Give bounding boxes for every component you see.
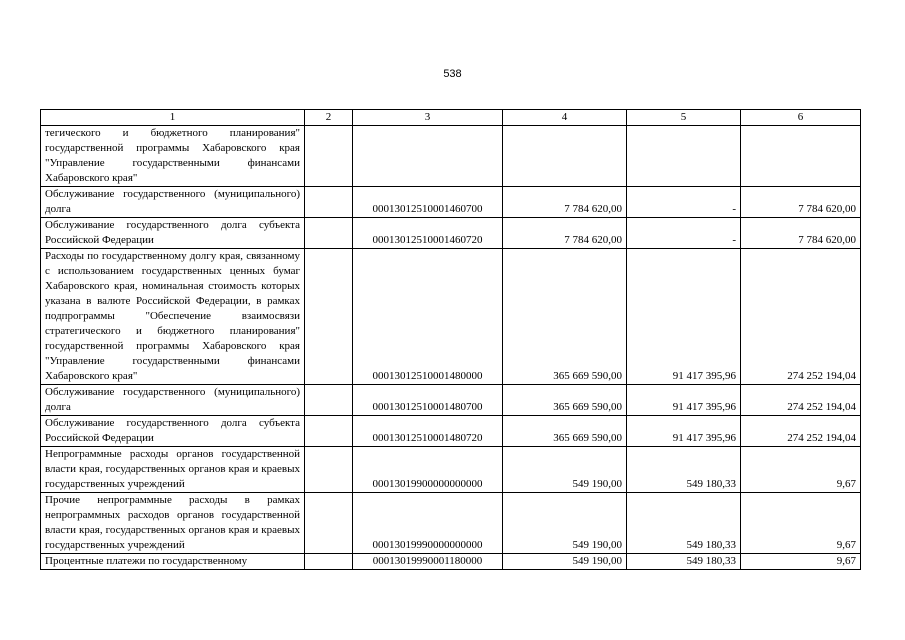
row-code: 00013019990000000000 bbox=[353, 493, 503, 554]
table-row bbox=[41, 249, 861, 385]
column-header: 4 bbox=[503, 110, 627, 126]
row-value-4: 365 669 590,00 bbox=[503, 385, 627, 416]
row-value-6: 7 784 620,00 bbox=[741, 218, 861, 249]
table-row bbox=[41, 493, 861, 554]
row-description: Обслуживание государственного (муниципального) долга bbox=[41, 187, 305, 218]
table-row bbox=[41, 187, 861, 218]
row-code: 00013012510001460720 bbox=[353, 218, 503, 249]
row-value-6: 9,67 bbox=[741, 447, 861, 493]
row-code bbox=[353, 126, 503, 187]
table-row bbox=[41, 385, 861, 416]
row-value-4: 365 669 590,00 bbox=[503, 416, 627, 447]
page-number: 538 bbox=[443, 68, 462, 80]
row-value-4: 7 784 620,00 bbox=[503, 187, 627, 218]
row-description: Обслуживание государственного долга субъекта Российской Федерации bbox=[41, 218, 305, 249]
row-value-4 bbox=[503, 126, 627, 187]
row-value-4: 365 669 590,00 bbox=[503, 249, 627, 385]
row-value-6: 9,67 bbox=[741, 493, 861, 554]
row-col2 bbox=[305, 493, 353, 554]
row-code: 00013012510001460700 bbox=[353, 187, 503, 218]
row-col2 bbox=[305, 218, 353, 249]
row-col2 bbox=[305, 554, 353, 570]
row-value-4: 549 190,00 bbox=[503, 493, 627, 554]
row-col2 bbox=[305, 385, 353, 416]
row-value-4: 549 190,00 bbox=[503, 554, 627, 570]
row-description: тегического и бюджетного планирования" государственной программы Хабаровского края "Управление государственными финансами Хабаровского края" bbox=[41, 126, 305, 187]
row-value-4: 7 784 620,00 bbox=[503, 218, 627, 249]
row-value-5: 91 417 395,96 bbox=[627, 249, 741, 385]
table-header-row bbox=[41, 110, 861, 126]
table-row bbox=[41, 218, 861, 249]
row-code: 00013012510001480000 bbox=[353, 249, 503, 385]
row-col2 bbox=[305, 249, 353, 385]
row-col2 bbox=[305, 447, 353, 493]
row-col2 bbox=[305, 187, 353, 218]
row-code: 00013019990001180000 bbox=[353, 554, 503, 570]
column-header: 6 bbox=[741, 110, 861, 126]
row-description: Обслуживание государственного (муниципального) долга bbox=[41, 385, 305, 416]
row-code: 00013012510001480720 bbox=[353, 416, 503, 447]
column-header: 2 bbox=[305, 110, 353, 126]
row-value-5: 549 180,33 bbox=[627, 493, 741, 554]
row-value-5 bbox=[627, 126, 741, 187]
row-value-4: 549 190,00 bbox=[503, 447, 627, 493]
row-code: 00013019900000000000 bbox=[353, 447, 503, 493]
row-col2 bbox=[305, 416, 353, 447]
row-value-5: 91 417 395,96 bbox=[627, 416, 741, 447]
row-value-6 bbox=[741, 126, 861, 187]
table-row bbox=[41, 554, 861, 570]
row-description: Непрограммные расходы органов государственной власти края, государственных органов края и краевых государственных учреждений bbox=[41, 447, 305, 493]
row-value-5: - bbox=[627, 218, 741, 249]
row-description: Обслуживание государственного долга субъекта Российской Федерации bbox=[41, 416, 305, 447]
table-row bbox=[41, 126, 861, 187]
row-value-6: 9,67 bbox=[741, 554, 861, 570]
table-row bbox=[41, 447, 861, 493]
column-header: 5 bbox=[627, 110, 741, 126]
row-value-5: - bbox=[627, 187, 741, 218]
row-value-6: 274 252 194,04 bbox=[741, 385, 861, 416]
table-row bbox=[41, 416, 861, 447]
row-value-6: 7 784 620,00 bbox=[741, 187, 861, 218]
row-description: Процентные платежи по государственному bbox=[41, 554, 305, 570]
row-value-6: 274 252 194,04 bbox=[741, 249, 861, 385]
row-col2 bbox=[305, 126, 353, 187]
column-header: 3 bbox=[353, 110, 503, 126]
column-header: 1 bbox=[41, 110, 305, 126]
row-value-5: 549 180,33 bbox=[627, 447, 741, 493]
row-code: 00013012510001480700 bbox=[353, 385, 503, 416]
row-description: Прочие непрограммные расходы в рамках непрограммных расходов органов государственной власти края, государственных органов края и краевых государственных учреждений bbox=[41, 493, 305, 554]
budget-table bbox=[40, 109, 861, 570]
row-value-5: 549 180,33 bbox=[627, 554, 741, 570]
row-value-6: 274 252 194,04 bbox=[741, 416, 861, 447]
row-description: Расходы по государственному долгу края, связанному с использованием государственных ценных бумаг Хабаровского края, номинальная стоимость которых указана в валюте Российской Федерации, в рамках подпрограммы "Обеспечение взаимосвязи стратегического и бюджетного планирования" государственной программы Хабаровского края "Управление государственными финансами Хабаровского края" bbox=[41, 249, 305, 385]
row-value-5: 91 417 395,96 bbox=[627, 385, 741, 416]
